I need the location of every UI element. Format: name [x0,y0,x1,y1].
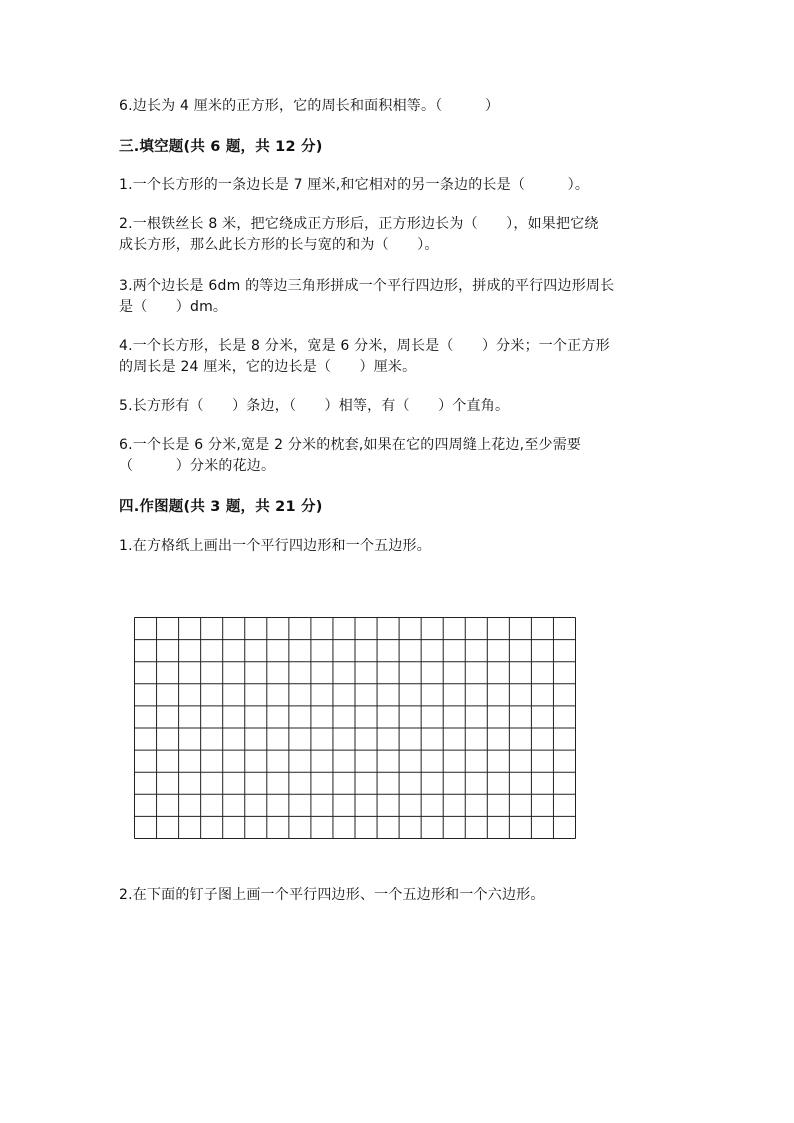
fill-question-4-line-1: 4.一个长方形，长是 8 分米，宽是 6 分米，周长是（ ）分米；一个正方形 [119,338,610,354]
fill-question-4-line-2: 的周长是 24 厘米，它的边长是（ ）厘米。 [119,359,417,375]
true-false-question-6: 6.边长为 4 厘米的正方形，它的周长和面积相等。（ ） [119,98,500,114]
fill-question-5: 5.长方形有（ ）条边，（ ）相等，有（ ）个直角。 [119,398,510,414]
section-4-heading: 四.作图题(共 3 题，共 21 分) [119,499,323,515]
drawing-question-2: 2.在下面的钉子图上画一个平行四边形、一个五边形和一个六边形。 [119,887,545,903]
fill-question-2-line-2: 成长方形，那么此长方形的长与宽的和为（ ）。 [119,237,439,253]
fill-question-6-line-2: （ ）分米的花边。 [119,458,276,474]
fill-question-1: 1.一个长方形的一条边长是 7 厘米,和它相对的另一条边的长是（ ）。 [119,177,590,193]
fill-question-6-line-1: 6.一个长是 6 分米,宽是 2 分米的枕套,如果在它的四周缝上花边,至少需要 [119,437,582,453]
fill-question-3-line-2: 是（ ）dm。 [119,299,228,315]
graph-paper-svg[interactable] [134,617,576,839]
graph-paper-grid[interactable] [134,617,576,839]
drawing-question-1: 1.在方格纸上画出一个平行四边形和一个五边形。 [119,538,431,554]
fill-question-3-line-1: 3.两个边长是 6dm 的等边三角形拼成一个平行四边形，拼成的平行四边形周长 [119,278,615,294]
section-3-heading: 三.填空题(共 6 题，共 12 分) [119,139,323,155]
fill-question-2-line-1: 2.一根铁丝长 8 米，把它绕成正方形后，正方形边长为（ ），如果把它绕 [119,216,599,232]
